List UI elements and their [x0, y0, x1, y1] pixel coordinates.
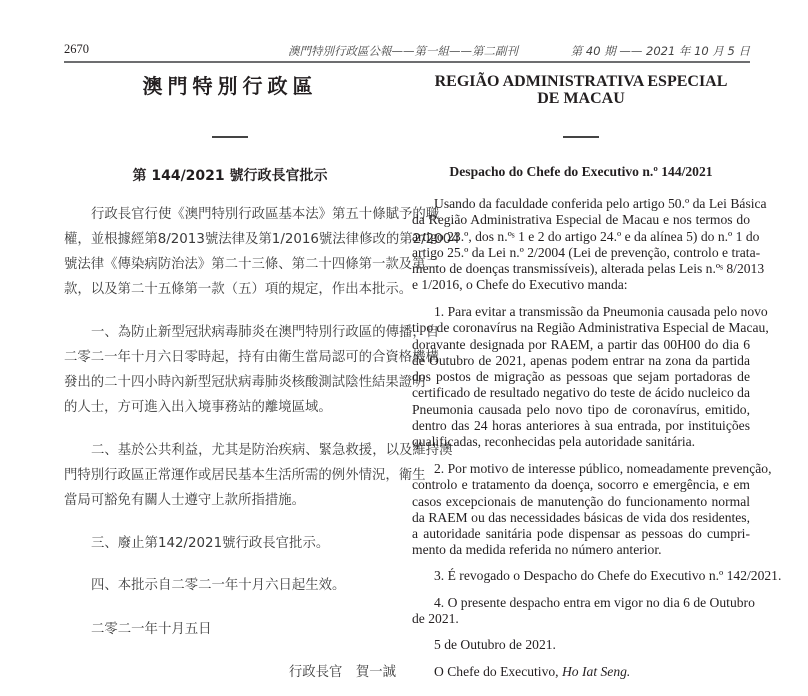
zh-item-1	[64, 320, 440, 420]
text-line: dos postos de migração as pessoas que sejam portadoras de	[412, 369, 750, 385]
text-line: tipo de coronavírus na Região Administrativa Especial de Macau,	[412, 320, 769, 336]
text-line: da RAEM ou das necessidades básicas de vida dos residentes,	[412, 509, 750, 525]
text-line: mento da medida referida no número anterior.	[412, 542, 662, 558]
text-line: da Região Administrativa Especial de Macau e nos termos do	[412, 212, 750, 228]
text-line: 門特別行政區正常運作或居民基本生活所需的例外情況，衛生	[64, 468, 426, 483]
pt-region-title	[412, 73, 750, 107]
zh-item-4: 四、本批示自二零二一年十月六日起生效。	[91, 578, 346, 593]
text-line: 2. Por motivo de interesse público, nomeadamente prevenção,	[434, 461, 772, 476]
text-line: de Outubro de 2021, apenas podem entrar na zona da partida	[412, 352, 750, 368]
text-line: 二零二一年十月六日零時起，持有由衛生當局認可的合資格機構	[64, 350, 439, 365]
page-number: 2670	[64, 42, 89, 56]
pt-signature	[412, 664, 750, 680]
text-line: 發出的二十四小時內新型冠狀病毒肺炎核酸測試陰性結果證明	[64, 375, 426, 390]
pt-item-2	[412, 461, 772, 559]
text-line: certificado de resultado negativo do teste de ácido nucleico da	[412, 385, 750, 401]
text-line: a autoridade sanitária pode dispensar as pessoas do cumpri-	[412, 526, 750, 542]
gazette-name: 澳門特別行政區公報——第一組——第二副刊	[288, 44, 518, 58]
text-line: qualificadas, reconhecidas pela autoridade sanitária.	[412, 434, 696, 450]
text-line: 1. Para evitar a transmissão da Pneumonia causada pelo novo	[434, 304, 768, 319]
text-line: 號法律《傳染病防治法》第二十三條、第二十四條第一款及第二	[64, 257, 439, 272]
zh-item-3: 三、廢止第142/2021號行政長官批示。	[91, 536, 330, 551]
signature-name: Ho Iat Seng.	[561, 664, 631, 679]
text-line: 款，以及第二十五條第一款（五）項的規定，作出本批示。	[64, 282, 413, 297]
header-rule	[64, 61, 750, 63]
zh-dispatch-title: 第 144/2021 號行政長官批示	[132, 168, 328, 184]
pt-dispatch-title: Despacho do Chefe do Executivo n.º 144/2021	[449, 164, 713, 179]
text-line: Usando da faculdade conferida pelo artigo 50.º da Lei Básica	[434, 196, 767, 211]
issue-date: 第 40 期 —— 2021 年 10 月 5 日	[570, 44, 750, 58]
pt-divider	[563, 136, 599, 138]
zh-region-title: 澳門特別行政區	[142, 74, 318, 98]
zh-intro	[64, 202, 460, 302]
text-line: 當局可豁免有關人士遵守上款所指措施。	[64, 493, 306, 508]
text-line: e 1/2016, o Chefe do Executivo manda:	[412, 277, 628, 293]
text-line: REGIÃO ADMINISTRATIVA ESPECIAL	[434, 73, 728, 90]
zh-divider	[212, 136, 248, 138]
text-line: casos excepcionais de manutenção do funcionamento normal	[412, 493, 750, 509]
text-line: artigo 25.º da Lei n.º 2/2004 (Lei de prevenção, controlo e trata-	[412, 244, 761, 260]
zh-item-2	[64, 438, 453, 513]
pt-date: 5 de Outubro de 2021.	[434, 637, 556, 652]
text-line: mento de doenças transmissíveis), alterada pelas Leis n.ºˢ 8/2013	[412, 261, 765, 277]
text-line: DE MACAU	[537, 90, 625, 107]
pt-item-1	[412, 304, 769, 451]
text-line: Pneumonia causada pelo novo tipo de coronavírus, emitido,	[412, 401, 750, 417]
zh-signature: 行政長官 賀一誠	[288, 665, 396, 680]
text-line: 4. O presente despacho entra em vigor no dia 6 de Outubro	[434, 595, 755, 610]
zh-date: 二零二一年十月五日	[91, 622, 212, 637]
text-line: de 2021.	[412, 611, 459, 627]
text-line: artigo 23.º, dos n.ºˢ 1 e 2 do artigo 24.º e da alínea 5) do n.º 1 do	[412, 228, 760, 244]
text-line: 二、基於公共利益，尤其是防治疾病、緊急救援，以及維持澳	[91, 443, 453, 458]
text-line: controlo e tratamento da doença, socorro e emergência, e em	[412, 477, 750, 493]
pt-item-4	[412, 595, 755, 628]
text-line: 權，並根據經第8/2013號法律及第1/2016號法律修改的第2/2004	[64, 232, 460, 247]
text-line: dentro das 24 horas anteriores à sua entrada, por instituições	[412, 418, 750, 434]
text-line: 行政長官行使《澳門特別行政區基本法》第五十條賦予的職	[91, 207, 440, 222]
pt-item-3: 3. É revogado o Despacho do Chefe do Executivo n.º 142/2021.	[434, 568, 782, 583]
text-line: doravante designada por RAEM, a partir das 00H00 do dia 6	[412, 336, 750, 352]
text-line: 一、為防止新型冠狀病毒肺炎在澳門特別行政區的傳播，自	[91, 325, 440, 340]
pt-intro	[412, 196, 767, 294]
signature-role: O Chefe do Executivo,	[434, 664, 562, 679]
text-line: 的人士，方可進入出入境事務站的離境區域。	[64, 400, 332, 415]
